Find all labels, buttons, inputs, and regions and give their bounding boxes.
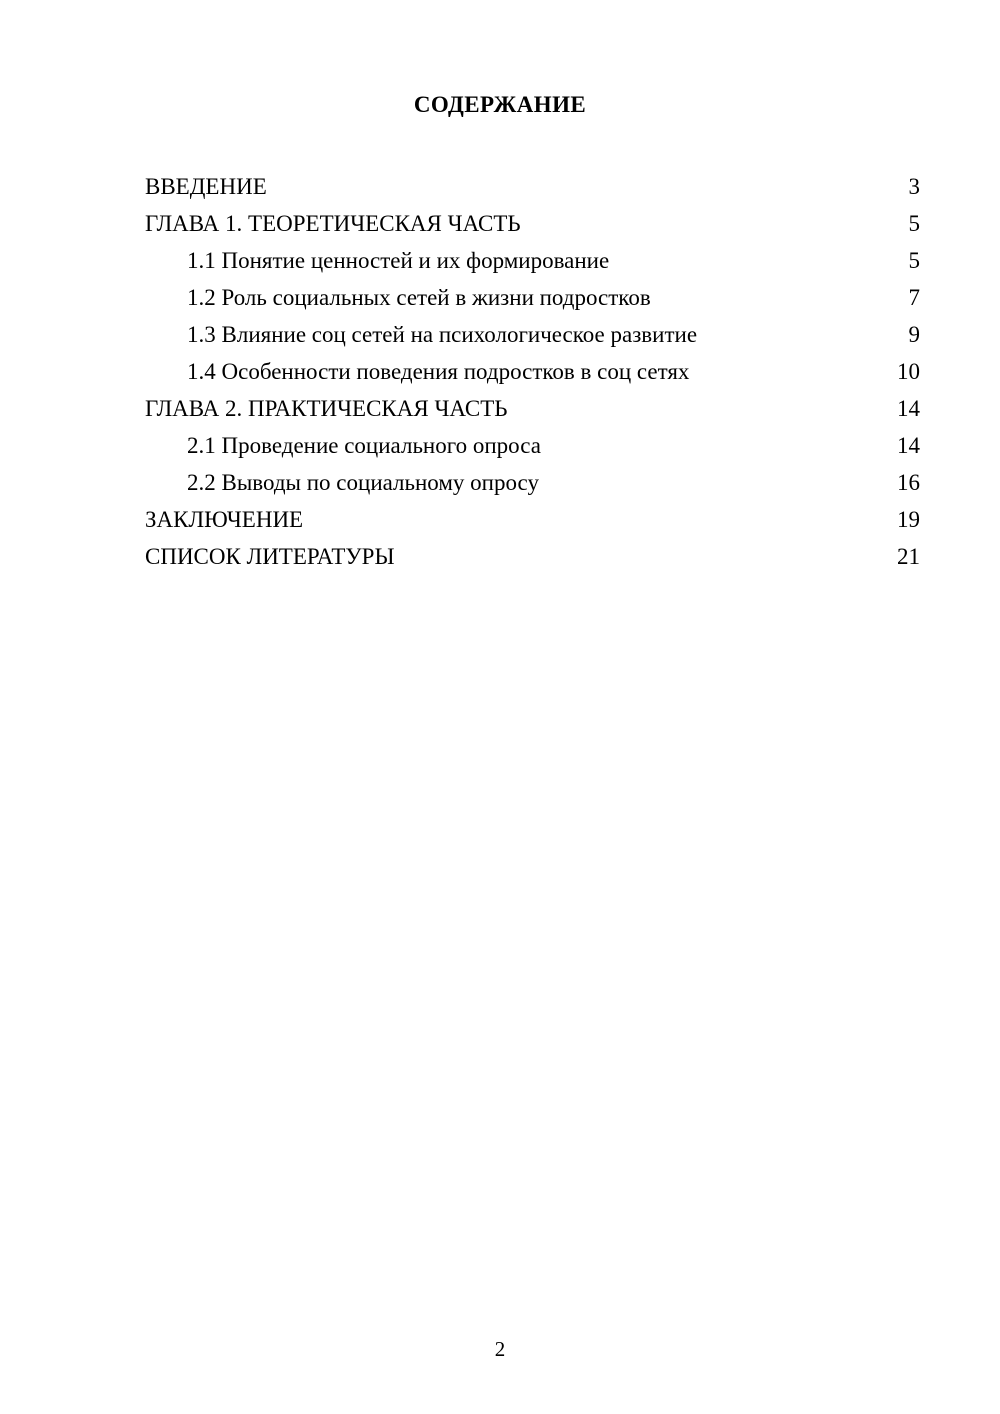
toc-entry-label: СПИСОК ЛИТЕРАТУРЫ (145, 544, 395, 569)
toc-entry-page: 7 (908, 285, 920, 310)
toc-entry-page: 9 (908, 322, 920, 347)
page-title: СОДЕРЖАНИЕ (413, 92, 587, 117)
toc-entry-page: 19 (897, 507, 920, 532)
toc-entry-label: 2.2 Выводы по социальному опросу (187, 470, 539, 495)
toc-entry[interactable] (145, 242, 920, 279)
table-of-contents (145, 168, 920, 575)
toc-entry[interactable] (145, 464, 920, 501)
toc-entry[interactable] (145, 538, 920, 575)
toc-entry-label: ГЛАВА 2. ПРАКТИЧЕСКАЯ ЧАСТЬ (145, 396, 508, 421)
toc-entry-label: 1.4 Особенности поведения подростков в соц сетях (187, 359, 690, 384)
toc-entry-label: 1.1 Понятие ценностей и их формирование (187, 248, 610, 273)
toc-entry[interactable] (145, 353, 920, 390)
toc-entry[interactable] (145, 205, 920, 242)
toc-entry[interactable] (145, 168, 920, 205)
toc-entry[interactable] (145, 316, 920, 353)
toc-entry-page: 14 (897, 396, 920, 421)
toc-entry[interactable] (145, 501, 920, 538)
toc-entry[interactable] (145, 279, 920, 316)
toc-entry-label: 1.2 Роль социальных сетей в жизни подростков (187, 285, 651, 310)
toc-entry-label: 1.3 Влияние соц сетей на психологическое развитие (187, 322, 698, 347)
toc-entry-page: 10 (897, 359, 920, 384)
toc-entry-label: 2.1 Проведение социального опроса (187, 433, 541, 458)
toc-entry-page: 5 (908, 211, 920, 236)
toc-entry-page: 16 (897, 470, 920, 495)
toc-entry-page: 5 (908, 248, 920, 273)
toc-entry-page: 14 (897, 433, 920, 458)
toc-entry-page: 21 (897, 544, 920, 569)
footer-page-number: 2 (494, 1337, 506, 1361)
toc-entry[interactable] (145, 427, 920, 464)
toc-entry[interactable] (145, 390, 920, 427)
toc-entry-label: ЗАКЛЮЧЕНИЕ (145, 507, 304, 532)
toc-entry-page: 3 (908, 174, 920, 199)
toc-entry-label: ГЛАВА 1. ТЕОРЕТИЧЕСКАЯ ЧАСТЬ (145, 211, 521, 236)
toc-entry-label: ВВЕДЕНИЕ (145, 174, 267, 199)
